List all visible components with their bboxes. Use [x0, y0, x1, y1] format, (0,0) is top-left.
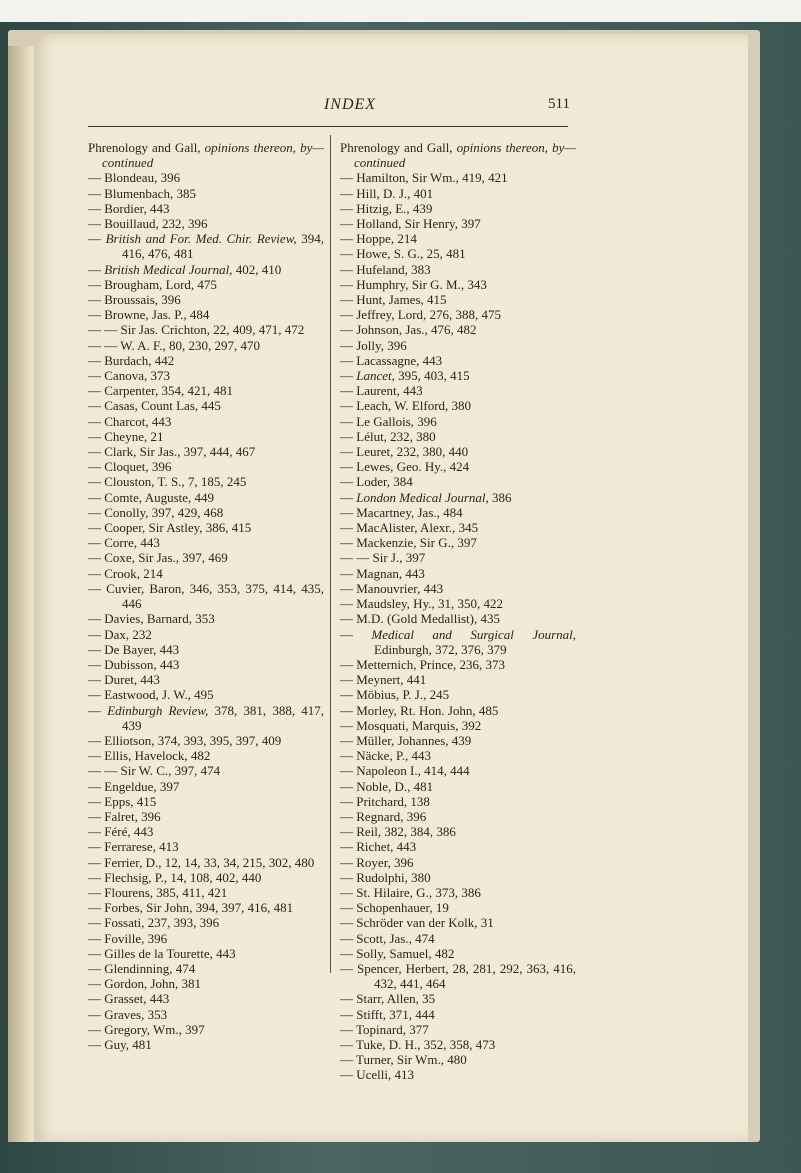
- index-entry: — Metternich, Prince, 236, 373: [340, 656, 505, 672]
- index-entry: — — Sir J., 397: [340, 550, 426, 566]
- index-entry: — Rudolphi, 380: [340, 869, 431, 885]
- index-entry: — Flechsig, P., 14, 108, 402, 440: [88, 869, 262, 885]
- index-entry: — Ferrier, D., 12, 14, 33, 34, 215, 302, 480: [88, 854, 315, 870]
- index-entry: — Cuvier, Baron, 346, 353, 375, 414, 435, 446: [88, 580, 324, 612]
- index-entry: — — Sir Jas. Crichton, 22, 409, 471, 472: [88, 322, 305, 338]
- index-entry: — Epps, 415: [88, 793, 157, 809]
- index-entry: — Müller, Johannes, 439: [340, 732, 472, 748]
- index-entry: — Canova, 373: [88, 368, 170, 384]
- index-entry: — Ellis, Havelock, 482: [88, 748, 211, 764]
- page-number: 511: [548, 96, 570, 112]
- header-rule: [88, 126, 568, 127]
- index-entry: — Topinard, 377: [340, 1021, 429, 1037]
- index-entry: — London Medical Journal, 386: [340, 489, 512, 505]
- index-entry: — Elliotson, 374, 393, 395, 397, 409: [88, 732, 282, 748]
- index-entry: — Howe, S. G., 25, 481: [340, 246, 466, 262]
- index-entry: — — Sir W. C., 397, 474: [88, 763, 221, 779]
- index-entry: — Laurent, 443: [340, 383, 423, 399]
- index-entry: — Blondeau, 396: [88, 170, 181, 186]
- index-entry: — Napoleon I., 414, 444: [340, 763, 470, 779]
- index-entry: — De Bayer, 443: [88, 641, 180, 657]
- index-entry: — Medical and Surgical Journal, Edinburgh, 372, 376, 379: [340, 626, 577, 657]
- entry-list: [340, 170, 576, 1082]
- running-head: [300, 96, 570, 120]
- index-entry: — Lewes, Geo. Hy., 424: [340, 459, 470, 475]
- index-entry: — Turner, Sir Wm., 480: [340, 1052, 467, 1068]
- page-title: INDEX: [323, 96, 377, 113]
- index-entry: — Scott, Jas., 474: [340, 930, 435, 946]
- index-entry: — Holland, Sir Henry, 397: [340, 216, 481, 232]
- index-entry: — Humphry, Sir G. M., 343: [340, 276, 487, 292]
- index-entry: — Casas, Count Las, 445: [88, 398, 221, 414]
- index-entry: — Hunt, James, 415: [340, 292, 447, 308]
- index-entry: — Näcke, P., 443: [340, 748, 431, 764]
- index-entry: — Glendinning, 474: [88, 960, 196, 976]
- index-entry: — Reil, 382, 384, 386: [340, 824, 456, 840]
- index-entry: — Ucelli, 413: [340, 1067, 415, 1083]
- index-entry: — Flourens, 385, 411, 421: [88, 884, 228, 900]
- index-entry: — Brougham, Lord, 475: [88, 276, 217, 292]
- index-entry: — Fossati, 237, 393, 396: [88, 915, 220, 931]
- entry-list: [88, 170, 324, 1052]
- index-entry: — Ferrarese, 413: [88, 839, 179, 855]
- index-entry: — Dubisson, 443: [88, 656, 180, 672]
- index-entry: — Hamilton, Sir Wm., 419, 421: [340, 170, 508, 186]
- index-entry: — Meynert, 441: [340, 672, 427, 688]
- index-entry: — Eastwood, J. W., 495: [88, 687, 214, 703]
- index-entry: — Hill, D. J., 401: [340, 185, 434, 201]
- index-entry: — Loder, 384: [340, 474, 413, 490]
- index-entry: — Tuke, D. H., 352, 358, 473: [340, 1036, 496, 1052]
- index-entry: — Lancet, 395, 403, 415: [340, 368, 470, 384]
- index-entry: — Grasset, 443: [88, 991, 170, 1007]
- index-entry: — Pritchard, 138: [340, 793, 430, 809]
- index-column-left: [88, 140, 324, 1052]
- index-entry: — Lélut, 232, 380: [340, 428, 436, 444]
- index-entry: — Dax, 232: [88, 626, 152, 642]
- index-entry: — Regnard, 396: [340, 808, 427, 824]
- index-entry: — Duret, 443: [88, 672, 160, 688]
- index-entry: — Mackenzie, Sir G., 397: [340, 535, 477, 551]
- index-entry: — Gregory, Wm., 397: [88, 1021, 205, 1037]
- index-entry: — Cloquet, 396: [88, 459, 172, 475]
- index-entry: — MacAlister, Alexr., 345: [340, 520, 479, 536]
- index-entry: — Blumenbach, 385: [88, 185, 196, 201]
- index-entry: — Starr, Allen, 35: [340, 991, 436, 1007]
- index-entry: — Le Gallois, 396: [340, 413, 437, 429]
- index-entry: — Forbes, Sir John, 394, 397, 416, 481: [88, 900, 294, 916]
- index-entry: — Jeffrey, Lord, 276, 388, 475: [340, 307, 502, 323]
- index-entry: — Corre, 443: [88, 535, 160, 551]
- index-entry: — Bordier, 443: [88, 200, 170, 216]
- index-entry: — Conolly, 397, 429, 468: [88, 504, 224, 520]
- index-entry: — Möbius, P. J., 245: [340, 687, 450, 703]
- index-entry: — Engeldue, 397: [88, 778, 180, 794]
- index-entry: — Mosquati, Marquis, 392: [340, 717, 482, 733]
- index-entry: — Noble, D., 481: [340, 778, 434, 794]
- column-divider: [330, 135, 331, 973]
- index-entry: — Magnan, 443: [340, 565, 425, 581]
- index-entry: — Bouillaud, 232, 396: [88, 216, 208, 232]
- index-entry: — Graves, 353: [88, 1006, 168, 1022]
- index-entry: — Cheyne, 21: [88, 428, 164, 444]
- column-heading: Phrenology and Gall, opinions thereon, by—continued: [340, 140, 576, 171]
- index-entry: — Richet, 443: [340, 839, 417, 855]
- column-heading: Phrenology and Gall, opinions thereon, by—continued: [88, 140, 324, 171]
- index-entry: — — W. A. F., 80, 230, 297, 470: [88, 337, 260, 353]
- index-entry: — Broussais, 396: [88, 292, 181, 308]
- index-entry: — Royer, 396: [340, 854, 414, 870]
- index-entry: — Browne, Jas. P., 484: [88, 307, 210, 323]
- index-entry: — Carpenter, 354, 421, 481: [88, 383, 233, 399]
- index-entry: — Crook, 214: [88, 565, 163, 581]
- index-entry: — Hoppe, 214: [340, 231, 417, 247]
- index-entry: — Manouvrier, 443: [340, 580, 444, 596]
- index-entry: — Maudsley, Hy., 31, 350, 422: [340, 596, 503, 612]
- index-entry: — Solly, Samuel, 482: [340, 945, 455, 961]
- index-entry: — Foville, 396: [88, 930, 168, 946]
- index-entry: — Cooper, Sir Astley, 386, 415: [88, 520, 252, 536]
- index-entry: — Morley, Rt. Hon. John, 485: [340, 702, 499, 718]
- index-entry: — Falret, 396: [88, 808, 161, 824]
- index-entry: — Charcot, 443: [88, 413, 172, 429]
- index-entry: — Davies, Barnard, 353: [88, 611, 215, 627]
- index-entry: — Johnson, Jas., 476, 482: [340, 322, 477, 338]
- index-entry: — Stifft, 371, 444: [340, 1006, 435, 1022]
- index-entry: — Leach, W. Elford, 380: [340, 398, 472, 414]
- index-column-right: [340, 140, 576, 1083]
- index-entry: — Féré, 443: [88, 824, 154, 840]
- index-entry: — Lacassagne, 443: [340, 352, 443, 368]
- index-entry: — Clouston, T. S., 7, 185, 245: [88, 474, 247, 490]
- index-entry: — Leuret, 232, 380, 440: [340, 444, 469, 460]
- index-entry: — Coxe, Sir Jas., 397, 469: [88, 550, 228, 566]
- index-entry: — Edinburgh Review, 378, 381, 388, 417, 439: [88, 702, 325, 733]
- index-entry: — Macartney, Jas., 484: [340, 504, 463, 520]
- index-entry: — Jolly, 396: [340, 337, 407, 353]
- index-entry: — Guy, 481: [88, 1036, 152, 1052]
- index-entry: — Schopenhauer, 19: [340, 900, 449, 916]
- index-entry: — Burdach, 442: [88, 352, 175, 368]
- index-entry: — Spencer, Herbert, 28, 281, 292, 363, 416, 432, 441, 464: [340, 960, 576, 992]
- index-entry: — British Medical Journal, 402, 410: [88, 261, 282, 277]
- index-entry: — Hitzig, E., 439: [340, 200, 433, 216]
- index-entry: — Comte, Auguste, 449: [88, 489, 215, 505]
- index-entry: — Gilles de la Tourette, 443: [88, 945, 236, 961]
- index-entry: — Schröder van der Kolk, 31: [340, 915, 494, 931]
- index-entry: — St. Hilaire, G., 373, 386: [340, 884, 481, 900]
- index-entry: — Hufeland, 383: [340, 261, 431, 277]
- index-entry: — British and For. Med. Chir. Review, 394, 416, 476, 481: [88, 231, 325, 262]
- index-entry: — Clark, Sir Jas., 397, 444, 467: [88, 444, 256, 460]
- index-entry: — M.D. (Gold Medallist), 435: [340, 611, 500, 627]
- index-entry: — Gordon, John, 381: [88, 976, 202, 992]
